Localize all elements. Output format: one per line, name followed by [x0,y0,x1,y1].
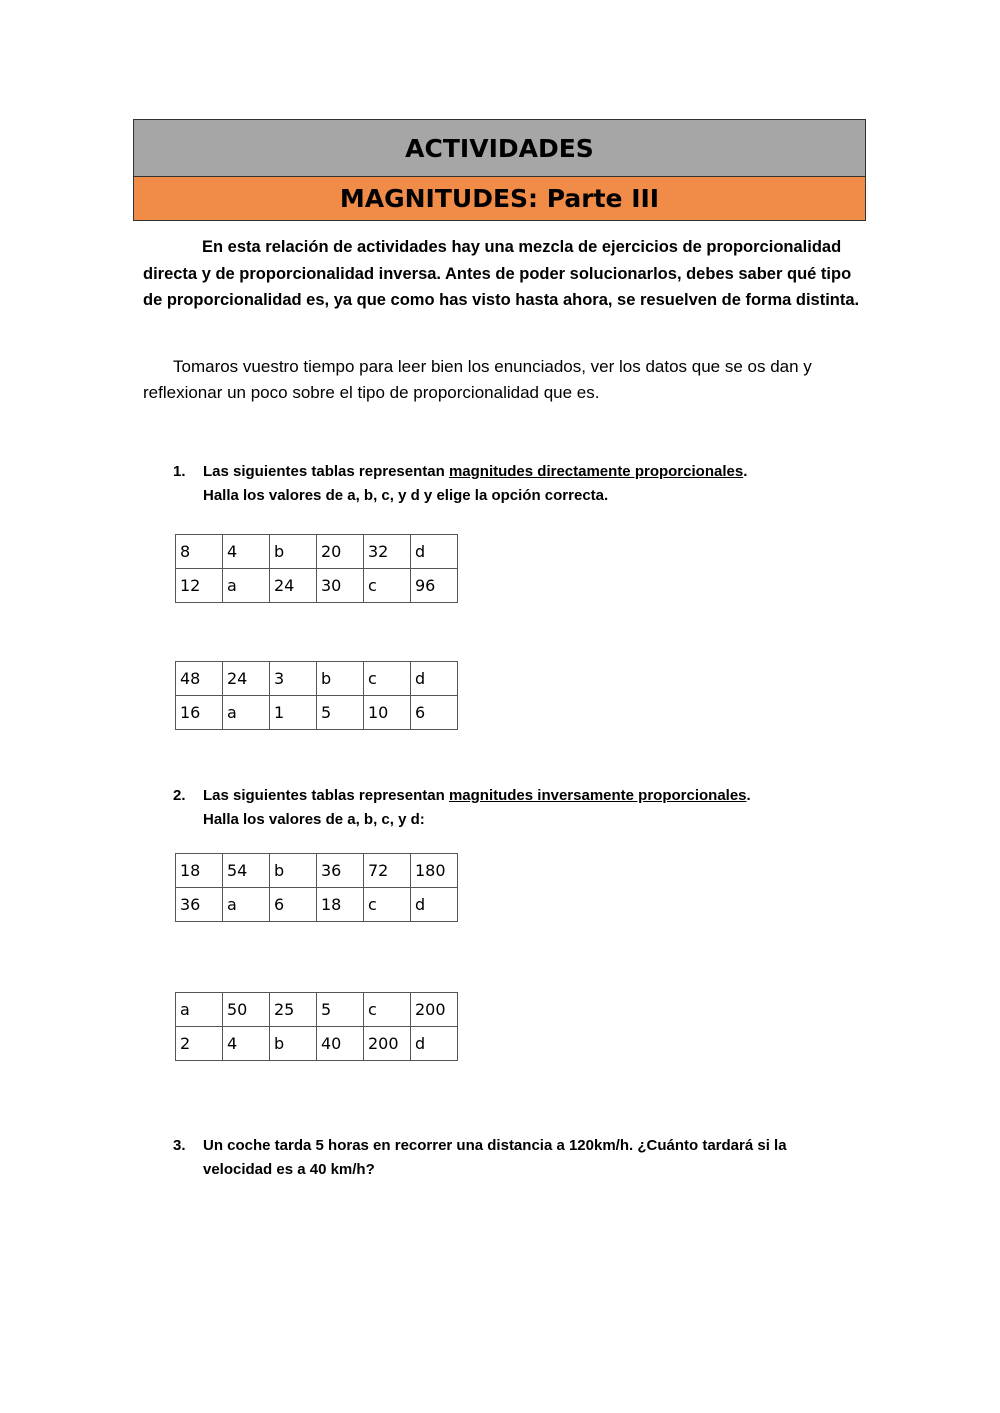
table-cell: 1 [270,696,317,730]
table-cell: 36 [317,854,364,888]
table-cell: a [223,569,270,603]
table-cell: 50 [223,993,270,1027]
question-2 [173,784,751,832]
table-cell: 4 [223,1027,270,1061]
header-subtitle: MAGNITUDES: Parte III [134,177,865,220]
question-1 [173,460,747,508]
table-cell: 10 [364,696,411,730]
table-cell: 20 [317,535,364,569]
table-cell: a [223,696,270,730]
question-number: 1. [173,463,186,480]
table-cell: 32 [364,535,411,569]
table-cell: 24 [270,569,317,603]
table-cell: 200 [411,993,458,1027]
question-number: 2. [173,787,186,804]
table-cell: 6 [270,888,317,922]
table-cell: 25 [270,993,317,1027]
table-cell: 16 [176,696,223,730]
table-cell: 30 [317,569,364,603]
activity-header [133,119,866,221]
table-cell: c [364,993,411,1027]
table-cell: 18 [176,854,223,888]
table-cell: 40 [317,1027,364,1061]
table-row [176,696,458,730]
table-cell: 3 [270,662,317,696]
table-cell: 6 [411,696,458,730]
table-cell: 8 [176,535,223,569]
question-line-2: Halla los valores de a, b, c, y d y elige la opción correcta. [203,487,609,504]
table-cell: b [270,1027,317,1061]
table-cell: 72 [364,854,411,888]
table-cell: a [176,993,223,1027]
q1-table-2 [175,661,458,730]
table-cell: c [364,569,411,603]
question-number: 3. [173,1137,186,1154]
table-cell: 36 [176,888,223,922]
table-cell: 54 [223,854,270,888]
table-cell: 5 [317,696,364,730]
table-row [176,569,458,603]
table-cell: 18 [317,888,364,922]
table-cell: 4 [223,535,270,569]
question-line-1: Las siguientes tablas representan magnitudes directamente proporcionales. [203,463,748,480]
table-cell: 96 [411,569,458,603]
table-cell: 24 [223,662,270,696]
table-cell: 180 [411,854,458,888]
table-row [176,854,458,888]
table-cell: d [411,535,458,569]
question-line-1: Las siguientes tablas representan magnitudes inversamente proporcionales. [203,787,751,804]
table-cell: c [364,888,411,922]
table-cell: b [270,535,317,569]
table-cell: 5 [317,993,364,1027]
header-title: ACTIVIDADES [134,120,865,177]
table-row [176,1027,458,1061]
question-3 [173,1134,787,1182]
q2-table-2 [175,992,458,1061]
intro-bold-paragraph: En esta relación de actividades hay una mezcla de ejercicios de proporcionalidad directa y de proporcionalidad inversa. Antes de poder solucionarlos, debes saber qué tipo de proporcionalidad es, ya que como has visto hasta ahora, se resuelven de forma distinta. [143,238,860,309]
table-cell: 12 [176,569,223,603]
table-cell: d [411,888,458,922]
table-row [176,662,458,696]
table-cell: a [223,888,270,922]
intro-normal-paragraph: Tomaros vuestro tiempo para leer bien los enunciados, ver los datos que se os dan y reflexionar un poco sobre el tipo de proporcionalidad que es. [143,357,812,402]
table-row [176,535,458,569]
table-cell: d [411,662,458,696]
table-row [176,993,458,1027]
question-line-1: Un coche tarda 5 horas en recorrer una distancia a 120km/h. ¿Cuánto tardará si la [203,1137,787,1154]
question-line-2: velocidad es a 40 km/h? [203,1161,375,1178]
table-cell: b [317,662,364,696]
table-cell: 2 [176,1027,223,1061]
table-cell: 48 [176,662,223,696]
table-cell: c [364,662,411,696]
q2-table-1 [175,853,458,922]
table-cell: d [411,1027,458,1061]
question-line-2: Halla los valores de a, b, c, y d: [203,811,425,828]
table-cell: 200 [364,1027,411,1061]
table-cell: b [270,854,317,888]
table-row [176,888,458,922]
q1-table-1 [175,534,458,603]
